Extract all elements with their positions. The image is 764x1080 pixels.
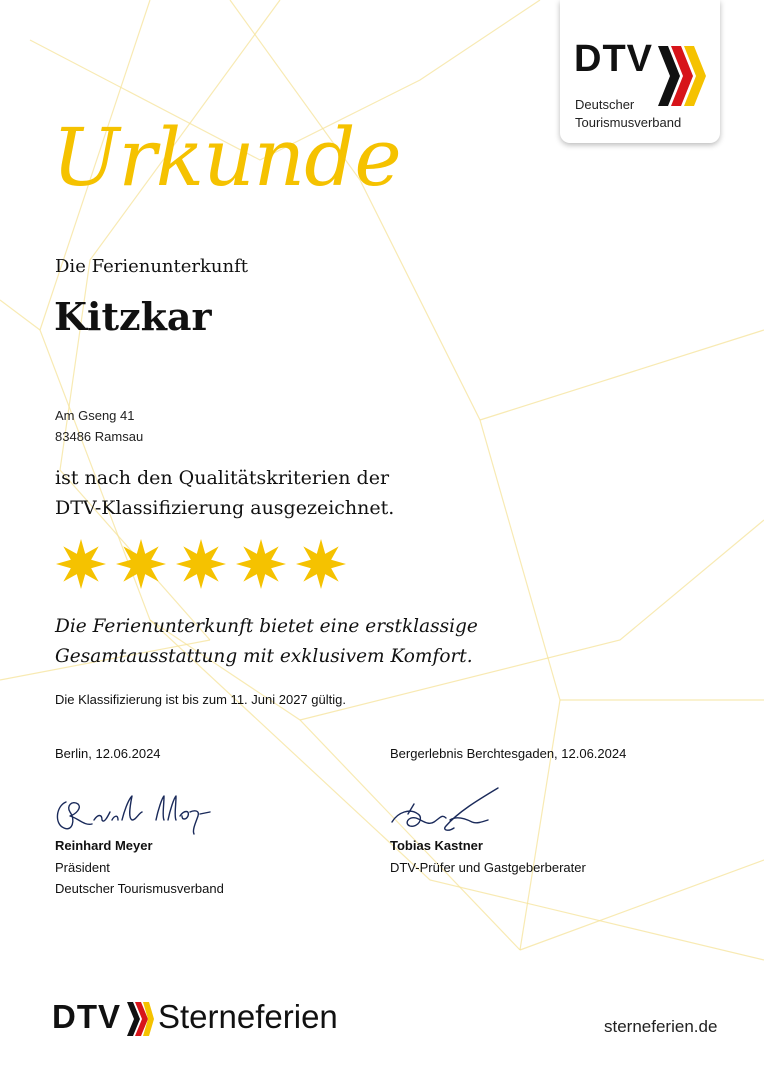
criteria-line-2: DTV-Klassifizierung ausgezeichnet. [55,497,395,519]
german-flag-chevrons-icon [656,44,706,108]
signatory-role-left: Präsident [55,860,110,875]
address-street: Am Gseng 41 [55,408,135,423]
logo-abbreviation: DTV [574,38,653,80]
logo-text-line2: Tourismusverband [575,115,682,130]
validity-note: Die Klassifizierung ist bis zum 11. Juni 2027 gültig. [55,692,346,707]
star-rating [55,538,355,590]
star-icon [236,539,286,589]
signatory-name-left: Reinhard Meyer [55,838,153,853]
description-line-1: Die Ferienunterkunft bietet eine erstklassige [55,616,478,637]
signatory-organization-left: Deutscher Tourismusverband [55,881,224,896]
star-icon [296,539,346,589]
star-icon [116,539,166,589]
signatory-name-right: Tobias Kastner [390,838,483,853]
footer-flag-chevrons-icon [126,1001,154,1037]
intro-text: Die Ferienunterkunft [55,256,248,277]
address-city: 83486 Ramsau [55,429,144,444]
signature-tobias-kastner [388,782,508,842]
signature-reinhard-meyer [52,790,212,836]
property-name: Kitzkar [54,294,212,339]
star-icon [56,539,106,589]
footer-brand-abbreviation: DTV [52,998,121,1035]
place-date-left: Berlin, 12.06.2024 [55,746,161,761]
description-line-2: Gesamtausstattung mit exklusivem Komfort. [55,646,473,667]
criteria-line-1: ist nach den Qualitätskriterien der [55,467,390,489]
dtv-logo [560,0,720,143]
signatory-role-right: DTV-Prüfer und Gastgeberberater [390,860,586,875]
footer-brand-name: Sterneferien [158,998,338,1035]
certificate-title: Urkunde [52,111,401,204]
footer-url[interactable]: sterneferien.de [604,1017,718,1036]
logo-text-line1: Deutscher [575,97,635,112]
place-date-right: Bergerlebnis Berchtesgaden, 12.06.2024 [390,746,627,761]
star-icon [176,539,226,589]
